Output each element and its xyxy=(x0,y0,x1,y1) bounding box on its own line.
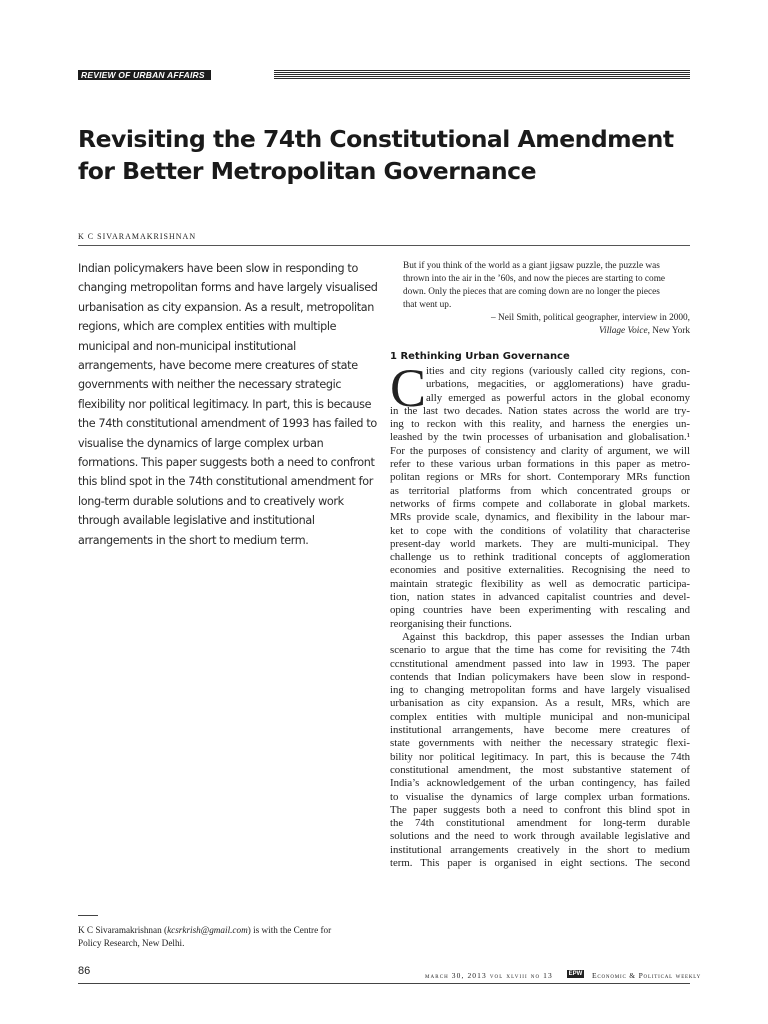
quote-line: But if you think of the world as a giant jigsaw puzzle, the puzzle was xyxy=(403,261,660,271)
body-line: India’s acknowledgement of the urban contingency, has failed xyxy=(390,777,690,790)
article-title xyxy=(78,123,718,187)
body-line: Against this backdrop, this paper assesses the Indian urban xyxy=(402,630,690,643)
quote-line: down. Only the pieces that are coming down are no longer the pieces xyxy=(403,287,660,297)
abstract-line: municipal and non-municipal institutional xyxy=(78,339,296,353)
abstract-line: Indian policymakers have been slow in responding to xyxy=(78,262,358,275)
body-line: challenge us to rethink traditional concepts of agglomeration xyxy=(390,551,690,564)
body-line: networks of firms compete and collaborate in global markets. xyxy=(390,497,690,510)
body-line: ccnstitutional amendment passed into law in 1993. The paper xyxy=(390,657,690,670)
issue-info: march 30, 2013 vol xlviii no 13 xyxy=(425,971,553,980)
quote-line: thrown into the air in the ’60s, and now the pieces are starting to come xyxy=(403,274,666,284)
body-line: in the last two decades. Nation states across the world are try- xyxy=(390,404,690,417)
author-divider xyxy=(78,245,690,246)
body-line: term. This paper is organised in eight sections. The second xyxy=(390,856,690,869)
abstract-line: through available legislative and institutional xyxy=(78,514,315,528)
body-line: urbanisation as city expansion. As a result, MRs, which are xyxy=(390,697,690,710)
body-line: ket to cope with the conditions of volatility that characterise xyxy=(390,524,690,537)
body-line: ally emerged as powerful actors in the global economy xyxy=(426,391,690,404)
epigraph xyxy=(403,260,690,338)
body-line: tion, nation states in advanced capitalist countries and devel- xyxy=(390,591,690,604)
abstract-line: this blind spot in the 74th constitutional amendment for xyxy=(78,475,373,489)
author-email[interactable]: kcsrkrish@gmail.com xyxy=(167,925,248,935)
abstract-line: arrangements, have become mere creatures of state xyxy=(78,359,358,373)
title-line-2: for Better Metropolitan Governance xyxy=(78,157,537,185)
drop-cap: C xyxy=(390,358,427,418)
body-line: reorganising their functions. xyxy=(390,617,512,630)
body-line: ities and city regions (variously called city regions, con- xyxy=(426,365,690,377)
abstract-line: visualise the dynamics of large complex urban xyxy=(78,436,324,450)
author-footnote xyxy=(78,924,378,950)
section-label: REVIEW OF URBAN AFFAIRS xyxy=(78,70,211,80)
body-text xyxy=(390,365,690,870)
section-header-bar xyxy=(78,70,690,80)
abstract-line: the 74th constitutional amendment of 1993 has failed to xyxy=(78,417,377,431)
body-line: present-day world markets. They are multi-municipal. They xyxy=(390,537,690,550)
body-line: refer to these various urban formations in this paper as metro- xyxy=(390,458,690,471)
body-line: For the purposes of consistency and clarity of argument, we will xyxy=(390,444,690,457)
title-line-1: Revisiting the 74th Constitutional Amendment xyxy=(78,125,674,153)
section-rule-lines xyxy=(274,70,690,80)
publication-name: Economic & Political weekly xyxy=(592,971,702,980)
footnote-line-1: K C Sivaramakrishnan (kcsrkrish@gmail.com) is with the Centre for xyxy=(78,925,332,935)
epw-logo-badge: EPW xyxy=(568,971,583,977)
page-number: 86 xyxy=(78,965,91,977)
body-line: The paper suggests both a need to confront this blind spot in xyxy=(390,803,690,816)
body-line: complex entities with multiple municipal and non-municipal xyxy=(390,710,690,723)
footnote-divider xyxy=(78,915,98,916)
footer-divider xyxy=(78,983,690,984)
body-line: leashed by the twin processes of urbanisation and globalisation.¹ xyxy=(390,431,690,444)
abstract xyxy=(78,259,378,550)
body-line: state governments with neither the necessary strategic flexi- xyxy=(390,737,690,750)
abstract-line: governments with neither the necessary strategic xyxy=(78,378,342,392)
quote-line: that went up. xyxy=(403,300,452,310)
body-line: urbations, megacities, or agglomerations) have gradu- xyxy=(426,378,690,391)
body-line: MRs provide scale, dynamics, and flexibility in the labour mar- xyxy=(390,511,690,524)
abstract-line: urbanisation as city expansion. As a result, metropolitan xyxy=(78,300,375,314)
abstract-line: formations. This paper suggests both a need to confront xyxy=(78,456,375,470)
body-line: scenario to argue that the time has come for revisiting the 74th xyxy=(390,644,690,657)
abstract-line: long-term durable solutions and to creatively work xyxy=(78,494,344,508)
body-line: as territorial platforms from which concentrated groups or xyxy=(390,484,690,497)
body-line: institutional arrangements creatively in the short to medium xyxy=(390,843,690,856)
body-line: maintain strategic flexibility as well as democratic participa- xyxy=(390,577,690,590)
body-line: oping countries have been experimenting with rescaling and xyxy=(390,604,690,617)
body-line: bility nor political legitimacy. In part, this is because the 74th xyxy=(390,750,690,763)
body-line: economies and positive externalities. Recognising the need to xyxy=(390,564,690,577)
body-line: politan regions or MRs for short. Contemporary MRs function xyxy=(390,471,690,484)
body-line: ing to reckon with this reality, and harness the energies un- xyxy=(390,418,690,431)
body-line: institutional arrangements, have become mere creatures of xyxy=(390,724,690,737)
body-line: constitutional amendment, the most substantive statement of xyxy=(390,763,690,776)
abstract-line: changing metropolitan forms and have largely visualised xyxy=(78,281,378,295)
footnote-line-2: Policy Research, New Delhi. xyxy=(78,938,185,948)
body-line: ing to changing metropolitan forms and have largely visualised xyxy=(390,684,690,697)
section-heading: 1 Rethinking Urban Governance xyxy=(390,351,570,362)
quote-attribution: – Neil Smith, political geographer, interview in 2000, xyxy=(491,313,690,323)
quote-source: Village Voice, New York xyxy=(599,326,690,336)
abstract-line: flexibility nor political legitimacy. In part, this is because xyxy=(78,397,372,411)
abstract-line: regions, which are complex entities with multiple xyxy=(78,320,337,334)
body-line: solutions and the need to work through available legislative and xyxy=(390,830,690,843)
abstract-line: arrangements in the short to medium term. xyxy=(78,533,309,547)
body-line: the 74th constitutional amendment for long-term durable xyxy=(390,817,690,830)
author-name: K C SIVARAMAKRISHNAN xyxy=(78,232,197,241)
body-line: contends that Indian policymakers have been slow in respond- xyxy=(390,670,690,683)
body-line: to visualise the dynamics of large complex urban formations. xyxy=(390,790,690,803)
